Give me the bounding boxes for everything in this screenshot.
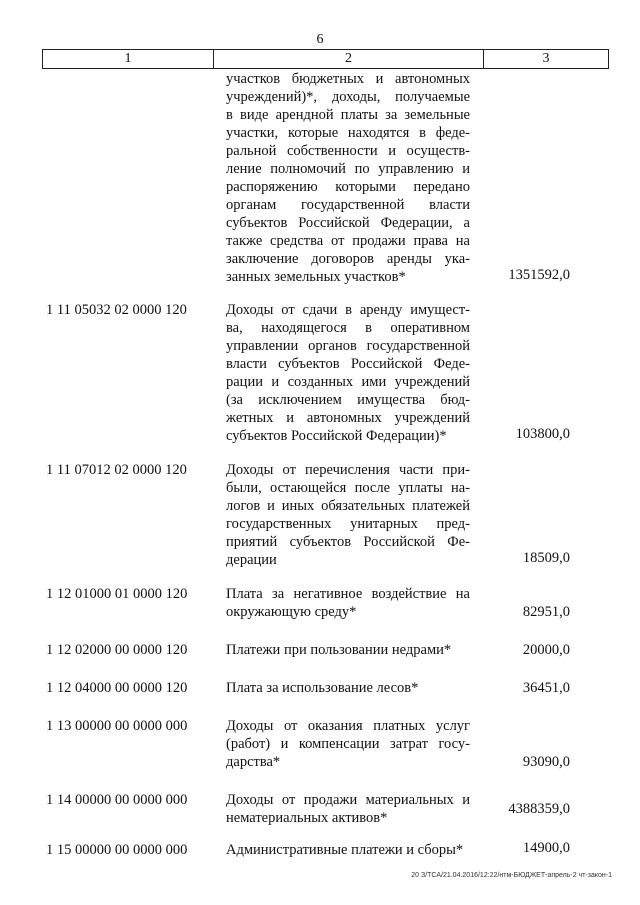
header-col-1: 1 [43, 50, 214, 68]
row-amount: 18509,0 [522, 550, 570, 566]
page-number: 6 [316, 32, 324, 47]
row-amount: 20000,0 [522, 642, 570, 658]
row-description: Доходы от сдачи в аренду имущест- ва, находящегося в оперативном управлении органов государственной власти субъектов Российской Феде- рации и созданных ими учреждений (за исключением имущества бюд- жетных и автономных учреждений субъектов Российской Федерации)* [226, 302, 470, 444]
row-description: Административные платежи и сборы* [226, 842, 464, 858]
row-code: 1 13 00000 00 0000 000 [46, 718, 188, 734]
row-code: 1 12 04000 00 0000 120 [46, 680, 188, 696]
row-amount: 103800,0 [515, 426, 570, 442]
row-code: 1 15 00000 00 0000 000 [46, 842, 188, 858]
row-amount: 4388359,0 [508, 801, 570, 817]
row-description: Доходы от продажи материальных и нематериальных активов* [226, 792, 470, 826]
row-description: участков бюджетных и автономных учреждений)*, доходы, получаемые в виде арендной платы за земельные участки, которые находятся в феде- ральной собственности и осуществ- ление полномочий по управлению и распоряжению которыми передано органам государственной власти субъектов Российской Федерации, а также средства от продажи права на заключение договоров аренды ука- занных земельных участков* [226, 71, 470, 285]
row-amount: 36451,0 [522, 680, 570, 696]
header-col-3: 3 [542, 51, 550, 66]
header-col-2: 2 [214, 50, 484, 68]
row-code: 1 12 02000 00 0000 120 [46, 642, 188, 658]
row-code: 1 14 00000 00 0000 000 [46, 792, 188, 808]
footer-file-stamp: 20 З/ТСА/21.04.2016/12:22/нтм-БЮДЖЕТ-апрель-2 чт-закон-1 [411, 872, 612, 879]
row-description: Доходы от оказания платных услуг (работ) и компенсации затрат госу- дарства* [226, 718, 470, 770]
row-code: 1 12 01000 01 0000 120 [46, 586, 188, 602]
table-header [42, 49, 609, 69]
row-amount: 82951,0 [522, 604, 570, 620]
row-amount: 1351592,0 [508, 267, 570, 283]
row-amount: 93090,0 [522, 754, 570, 770]
row-code: 1 11 05032 02 0000 120 [46, 302, 187, 318]
row-amount: 14900,0 [522, 840, 570, 856]
row-description: Плата за использование лесов* [226, 680, 419, 696]
row-description: Доходы от перечисления части при- были, остающейся после уплаты на- логов и иных обязательных платежей государственных унитарных пред- приятий субъектов Российской Фе- дерации [226, 462, 470, 568]
row-description: Платежи при пользовании недрами* [226, 642, 452, 658]
row-code: 1 11 07012 02 0000 120 [46, 462, 187, 478]
row-description: Плата за негативное воздействие на окружающую среду* [226, 586, 470, 620]
